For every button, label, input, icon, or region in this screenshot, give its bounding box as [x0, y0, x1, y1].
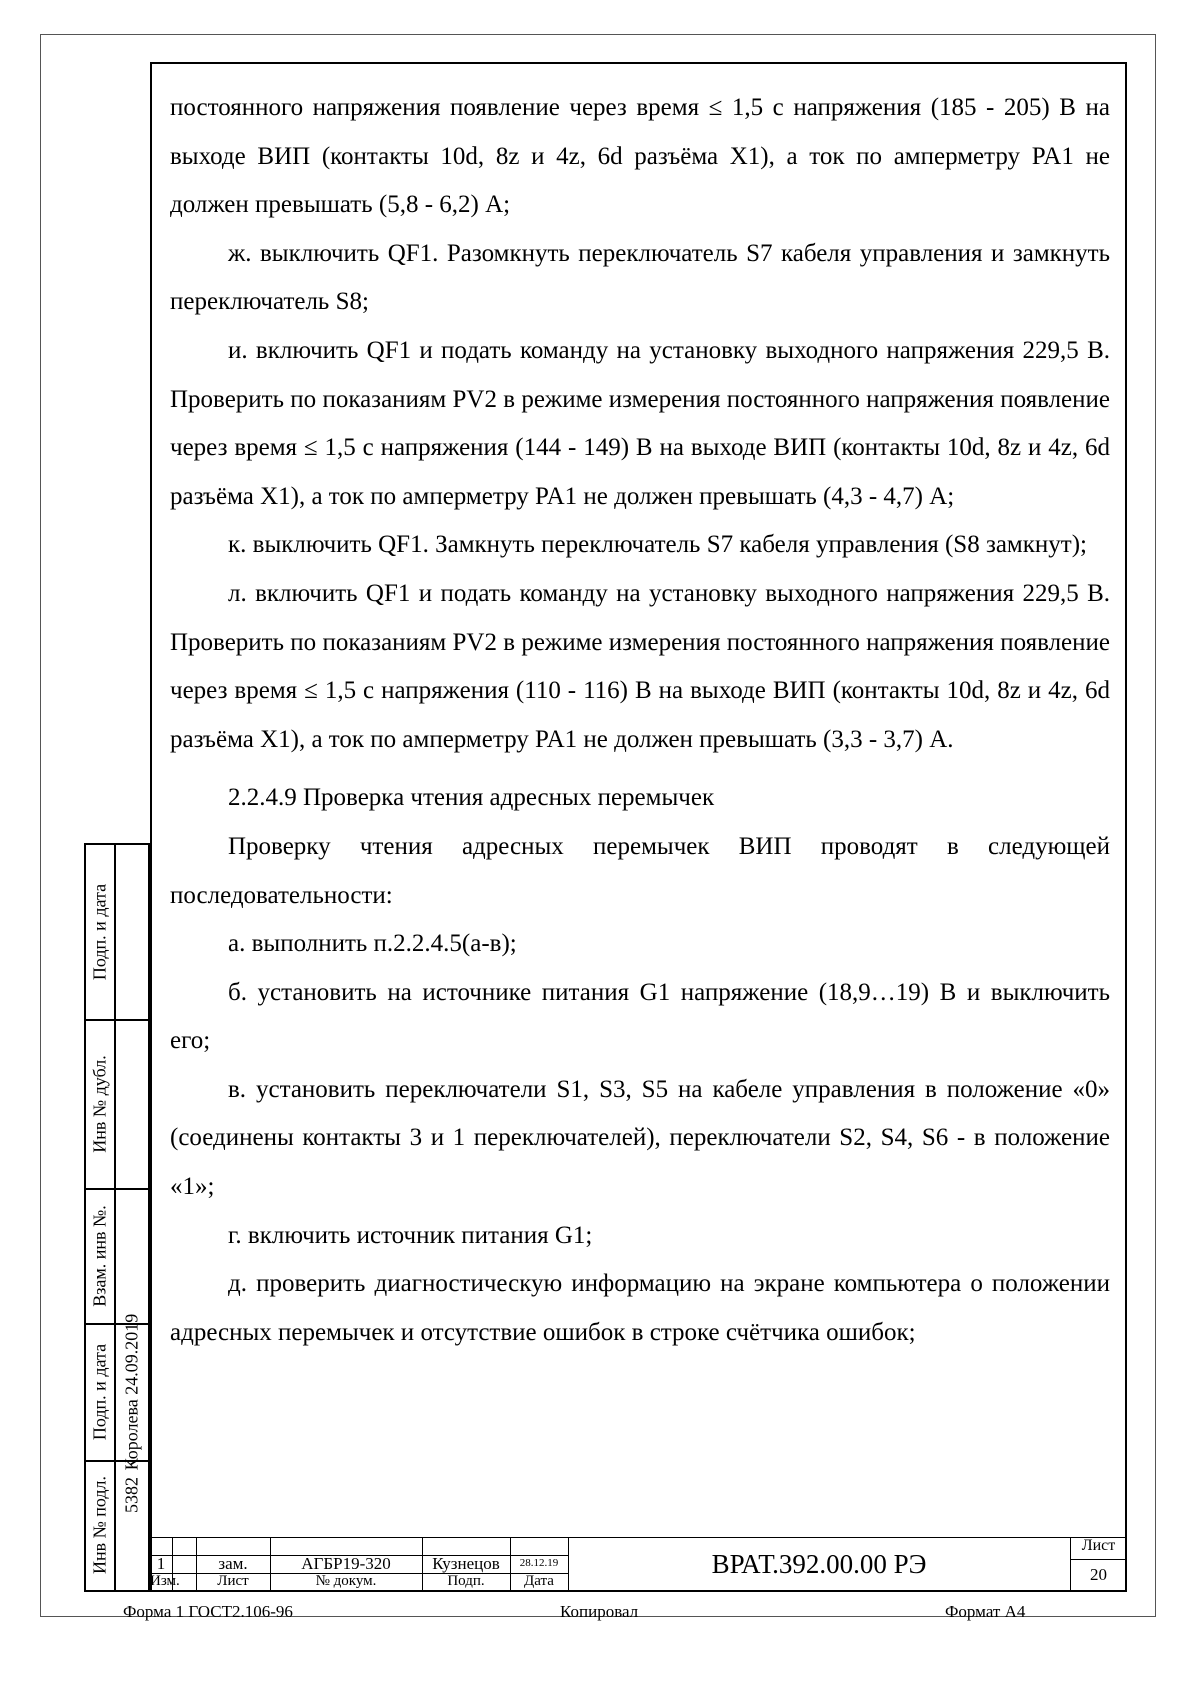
paragraph: д. проверить диагностическую информацию на экране компьютера о положении адресных перемычек и отсутствие ошибок в строке счётчика ошибок; [170, 1270, 1110, 1346]
tb-izm-value: 1 [156, 1554, 166, 1573]
tb-date-header: Дата [524, 1573, 554, 1589]
body-text [170, 84, 1110, 1357]
signature-date: Королева 24.09.2019 [121, 1313, 142, 1470]
tb-dokum-header: № докум. [315, 1573, 377, 1589]
paragraph: г. включить источник питания G1; [228, 1221, 593, 1249]
inv-podl-number: 5382 [121, 1477, 142, 1513]
stamp-cell [114, 1460, 150, 1530]
podp-data-label: Подп. и дата [89, 883, 110, 981]
tb-date-value: 28.12.19 [519, 1557, 559, 1569]
paragraph: постоянного напряжения появление через время ≤ 1,5 с напряжения (185 - 205) В на выходе ВИП (контакты 10d, 8z и 4z, 6d разъёма X1), а ток по амперметру PA1 не должен превышать (5,8 - 6,2) А; [170, 94, 1110, 219]
paragraph: ж. выключить QF1. Разомкнуть переключатель S7 кабеля управления и замкнуть переключатель S8; [170, 239, 1110, 316]
stamp-cell [86, 1019, 114, 1188]
tb-podp-header: Подп. [447, 1573, 485, 1589]
document-designation: ВРАТ.392.00.00 РЭ [711, 1549, 927, 1579]
tb-line [150, 1537, 1127, 1538]
side-stamp [84, 843, 150, 1592]
tb-line [1070, 1559, 1127, 1560]
sheet-number: 20 [1090, 1565, 1107, 1584]
tb-list-value: зам. [218, 1554, 248, 1573]
tb-dokum-value: АГБР19-320 [301, 1554, 391, 1573]
tb-podp-value: Кузнецов [432, 1554, 500, 1573]
vzam-inv-label: Взам. инв №. [89, 1204, 110, 1307]
section-heading: 2.2.4.9 Проверка чтения адресных перемычек [228, 784, 715, 812]
stamp-cell [114, 1313, 150, 1470]
stamp-cell [86, 1323, 114, 1460]
tb-izm-header: Изм. [150, 1573, 180, 1589]
paragraph: л. включить QF1 и подать команду на установку выходного напряжения 229,5 В. Проверить по показаниям PV2 в режиме измерения постоянного напряжения появление через время ≤ 1,5 с напряжения (110 - 116) В на выходе ВИП (контакты 10d, 8z и 4z, 6d разъёма X1), а ток по амперметру PA1 не должен превышать (3,3 - 3,7) А. [170, 579, 1110, 753]
footer-format: Формат А4 [945, 1602, 1026, 1621]
paragraph: к. выключить QF1. Замкнуть переключатель S7 кабеля управления (S8 замкнут); [228, 531, 1087, 559]
stamp-cell [86, 1460, 114, 1590]
paragraph: а. выполнить п.2.2.4.5(а-в); [228, 930, 517, 958]
inv-dubl-label: Инв № дубл. [89, 1054, 110, 1153]
paragraph: и. включить QF1 и подать команду на установку выходного напряжения 229,5 В. Проверить по показаниям PV2 в режиме измерения постоянного напряжения появление через время ≤ 1,5 с напряжения (144 - 149) В на выходе ВИП (контакты 10d, 8z и 4z, 6d разъёма X1), а ток по амперметру PA1 не должен превышать (4,3 - 4,7) А; [170, 336, 1110, 510]
tb-list-header: Лист [217, 1573, 249, 1589]
paragraph: б. установить на источнике питания G1 напряжение (18,9…19) В и выключить его; [170, 978, 1110, 1055]
podp-data-label: Подп. и дата [89, 1343, 110, 1440]
paragraph: в. установить переключатели S1, S3, S5 на кабеле управления в положение «0» (соединены контакты 3 и 1 переключателей), переключатели S2, S4, S6 - в положение «1»; [170, 1075, 1110, 1201]
stamp-cell [86, 1188, 114, 1323]
inv-podl-label: Инв № подл. [89, 1475, 110, 1575]
paragraph: Проверку чтения адресных перемычек ВИП проводят в следующей последовательности: [170, 832, 1110, 909]
footer-copied: Копировал [560, 1602, 639, 1621]
sheet-label: Лист [1081, 1537, 1116, 1554]
title-block [150, 1537, 1127, 1592]
stamp-cell [86, 845, 114, 1019]
footer-form: Форма 1 ГОСТ2.106-96 [123, 1602, 293, 1621]
